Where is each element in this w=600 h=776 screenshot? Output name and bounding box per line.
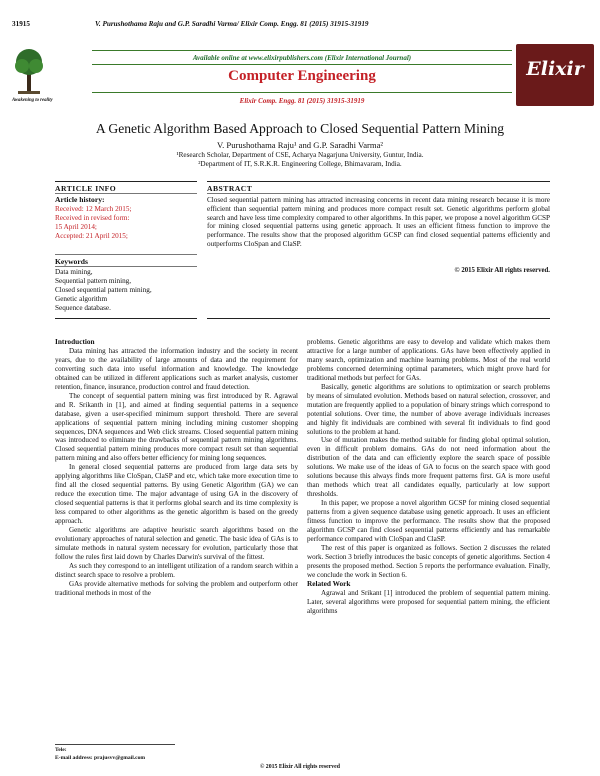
- history-revised: Received in revised form:: [55, 214, 130, 222]
- elixir-logo-word: Elixir: [526, 58, 584, 80]
- introduction-heading: Introduction: [55, 337, 95, 346]
- running-head: [0, 20, 600, 32]
- history-received: Received: 12 March 2015;: [55, 205, 132, 213]
- history-accepted: Accepted: 21 April 2015;: [55, 232, 128, 240]
- abstract-rule-sub: [207, 193, 550, 194]
- body-paragraph: Genetic algorithms are adaptive heuristic search algorithms based on the evolutionary approaches of natural selection and genetic. The basic idea of GAs is to simulate methods in natural system necessary for evolution, particularly those that follow the rules first laid down by Charles Darwin's survival of the fittest.: [55, 526, 298, 561]
- keywords-rule-sub: [55, 266, 197, 267]
- page-number: 31915: [12, 20, 30, 28]
- body-paragraph: The concept of sequential pattern mining was first introduced by R. Agrawal and R. Srikanth in [1], and aimed at finding sequential patterns in a sequence database, given a user-specified minimum support threshold. There are several applications of sequential pattern mining including mining customer shopping sequences, DNA sequences and Web click streams. Closed sequential pattern mining was introduced to eliminate the drawbacks of sequential pattern mining algorithms. Closed sequential pattern mining produces more compact result set than sequential pattern mining and also offers better efficiency for mining long sequences.: [55, 391, 298, 463]
- journal-citation: Elixir Comp. Engg. 81 (2015) 31915-31919: [239, 97, 365, 105]
- keyword-item: Genetic algorithm: [55, 295, 108, 303]
- body-paragraph: Data mining has attracted the information industry and the society in recent years, due to the availability of large amounts of data and the requirement for converting such data into useful information and knowledge. The knowledge obtained can be utilized in different applications such as market analysis, customer retention, finance, insurance, production control and fraud detection.: [55, 346, 298, 391]
- related-work-heading: Related Work: [307, 578, 351, 588]
- online-availability: Available online at www.elixirpublishers.com (Elixir International Journal): [192, 54, 412, 62]
- abstract-copyright: © 2015 Elixir All rights reserved.: [454, 267, 550, 274]
- tree-logo-icon: [12, 42, 46, 96]
- body-paragraph: Basically, genetic algorithms are solutions to optimization or search problems by means of simulated evolution. Methods based on natural selection, crossover, and mutation are frequently applied to a population of binary strings which correspond to potential solutions. Over time, the number of above average individuals increases and highly fit individuals are combined with several fit individuals to find good solutions to the problem at hand.: [307, 382, 550, 436]
- keywords-heading: Keywords: [55, 257, 88, 266]
- affiliation-1: ¹Research Scholar, Department of CSE, Acharya Nagarjuna University, Guntur, India.: [176, 151, 424, 159]
- running-head-text: V. Purushothama Raju and G.P. Saradhi Varma/ Elixir Comp. Engg. 81 (2015) 31915-31919: [95, 20, 369, 28]
- history-revised-date: 15 April 2014;: [55, 223, 97, 231]
- banner-rule-low: [92, 92, 512, 93]
- paper-authors: V. Purushothama Raju¹ and G.P. Saradhi Varma²: [217, 140, 383, 150]
- abstract-rule-top: [207, 181, 550, 182]
- keyword-item: Data mining,: [55, 268, 93, 276]
- body-paragraph: Use of mutation makes the method suitable for finding global optimal solution, even in difficult problem domains. GAs do not need information about the distribution of the data and can efficiently explore the search space of possible solutions. We make use of the ideas of GA to focus on the search space with good solutions because this always finds more frequent patterns first. GA is more useful than methods which treat all candidates equally, particularly at low support thresholds.: [307, 436, 550, 499]
- body-left-column: [55, 338, 298, 598]
- logo-tagline: Awakening to reality: [12, 98, 53, 103]
- body-paragraph: problems. Genetic algorithms are easy to develop and validate which makes them attractive for a large number of applications. GAs have been effectively applied in many search, optimization and machine learning problems. Most of the real world problems concerned determining optimal parameters, which might prove hard for traditional methods but perfect for GAs.: [307, 338, 550, 382]
- abstract-heading: ABSTRACT: [207, 184, 253, 193]
- article-info-heading: ARTICLE INFO: [55, 184, 117, 193]
- body-paragraph: GAs provide alternative methods for solving the problem and outperform other traditional methods in most of the: [55, 579, 298, 597]
- footnote-tele: Tele:: [55, 747, 67, 753]
- banner-rule-mid: [92, 64, 512, 65]
- article-info-rule-top: [55, 181, 197, 182]
- article-history-heading: Article history:: [55, 195, 105, 204]
- keywords-rule-top: [55, 254, 197, 255]
- affiliation-2: ²Department of IT, S.R.K.R. Engineering College, Bhimavaram, India.: [198, 160, 402, 168]
- footnote-email: E-mail address: prajusvv@gmail.com: [55, 755, 146, 761]
- article-info-rule-sub: [55, 193, 197, 194]
- body-paragraph: In general closed sequential patterns are produced from large data sets by applying algorithms like CloSpan, ClaSP and etc, which take more execution time to find all the closed sequential patterns. By using Genetic Algorithm (GA) we can reduce the execution time. The major advantage of using GA in the discovery of closed sequential patterns is that it performs global search and its time complexity is less compared to other algorithms as the genetic algorithm is based on the greedy approach.: [55, 463, 298, 526]
- abstract-text: Closed sequential pattern mining has attracted increasing concerns in recent data mining research because it is more efficient than sequential pattern mining and produces more compact result set. Genetic algorithms perform global search and have less time complexity compared to other algorithms. In this paper, we propose a novel algorithm GCSP for mining closed sequential patterns using genetic approach. It uses an efficient fitness function to improve the performance. The results show that the proposed algorithm GCSP can find closed sequential patterns efficiently and outperforms CloSpan and ClaSP.: [207, 196, 550, 248]
- article-info-rule-bottom: [55, 318, 197, 319]
- body-paragraph: In this paper, we propose a novel algorithm GCSP for mining closed sequential patterns from a given sequence database using genetic approach. It uses an efficient fitness function to improve the performance. The results show that the proposed algorithm GCSP can find closed sequential patterns efficiently and has remarkable performance compared with CloSpan and ClaSP.: [307, 499, 550, 543]
- keyword-item: Sequential pattern mining,: [55, 277, 132, 285]
- banner-rule-top: [92, 50, 512, 51]
- keyword-item: Sequence database.: [55, 304, 111, 312]
- footnote-rule: [55, 744, 175, 745]
- journal-name: Computer Engineering: [228, 68, 376, 84]
- body-paragraph: Agrawal and Srikant [1] introduced the problem of sequential pattern mining. Later, several algorithms were proposed for sequential pattern mining, the efficient algorithms: [307, 588, 550, 615]
- body-right-column: [307, 338, 550, 616]
- body-paragraph: As such they correspond to an intelligent utilization of a random search within a distinct search space to resolve a problem.: [55, 561, 298, 579]
- paper-title: A Genetic Algorithm Based Approach to Closed Sequential Pattern Mining: [95, 121, 505, 136]
- abstract-rule-bottom: [207, 318, 550, 319]
- keyword-item: Closed sequential pattern mining,: [55, 286, 152, 294]
- footer-copyright: © 2015 Elixir All rights reserved: [260, 764, 340, 770]
- body-paragraph: The rest of this paper is organized as follows. Section 2 discusses the related work. Section 3 briefly introduces the basic concepts of genetic algorithms. Section 4 presents the proposed method. Section 5 reports the performance evaluation. Finally, we conclude the work in Section 6.: [307, 543, 550, 579]
